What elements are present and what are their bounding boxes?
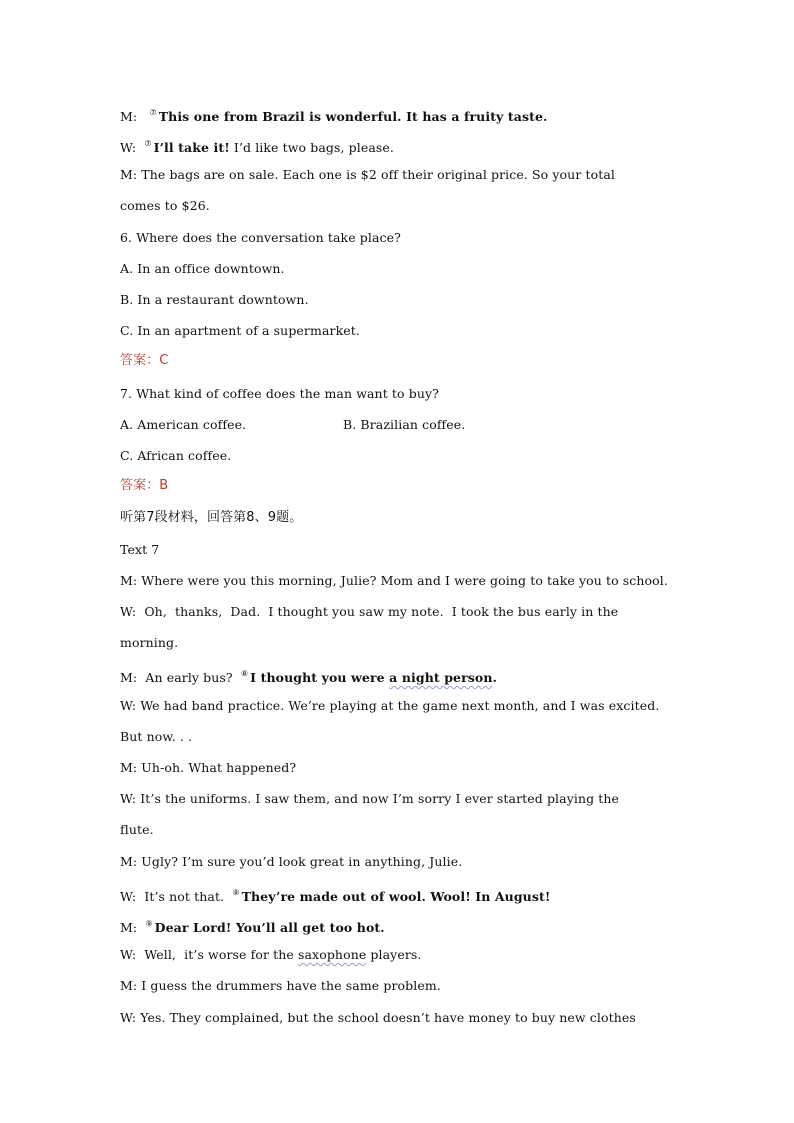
dialogue-line [120, 573, 668, 589]
dialogue-text: W: Oh, thanks, Dad. I thought you saw my note. I took the bus early in the [120, 604, 619, 619]
section-instruction [120, 510, 302, 526]
heading-text: Text 7 [120, 542, 160, 557]
option-c [120, 323, 360, 339]
question-7 [120, 386, 439, 402]
options-row [120, 417, 674, 433]
dialogue-text: players. [366, 947, 422, 962]
dialogue-line [120, 822, 154, 838]
dialogue-line [120, 698, 659, 714]
dialogue-line [120, 947, 422, 963]
answer-7 [120, 478, 168, 494]
answer-6 [120, 353, 168, 369]
option-a [120, 261, 285, 277]
dialogue-line [120, 635, 178, 651]
dialogue-line [120, 105, 547, 125]
dialogue-text: W: It’s not that. [120, 889, 233, 904]
key-word: saxophone [297, 947, 367, 962]
key-sentence: Dear Lord! You’ll all get too hot. [154, 920, 385, 935]
option-text: B. In a restaurant downtown. [120, 292, 309, 307]
dialogue-text: W: Yes. They complained, but the school doesn’t have money to buy new clothes [120, 1010, 636, 1025]
option-a: A. American coffee. [120, 417, 247, 432]
option-b: B. Brazilian coffee. [343, 417, 466, 432]
dialogue-line [120, 1010, 636, 1026]
footnote-marker: ⑨ [145, 919, 153, 928]
key-sentence: They’re made out of wool. Wool! In August! [241, 889, 551, 904]
question-text: 6. Where does the conversation take place? [120, 230, 401, 245]
option-c [120, 448, 231, 464]
speaker-label: M: [120, 109, 138, 124]
instruction-text: 听第7段材料，回答第8、9题。 [120, 510, 303, 525]
dialogue-line [120, 854, 462, 870]
dialogue-text: W: We had band practice. We’re playing at the game next month, and I was excited. [120, 698, 660, 713]
dialogue-text: M: I guess the drummers have the same problem. [120, 978, 441, 993]
dialogue-line [120, 666, 497, 686]
footnote-marker: ⑦ [144, 139, 152, 148]
dialogue-text: W: It’s the uniforms. I saw them, and now I’m sorry I ever started playing the [120, 791, 620, 806]
footnote-marker: ⑧ [240, 669, 249, 678]
option-b [120, 292, 309, 308]
footnote-marker: ⑨ [232, 888, 240, 897]
option-text: A. In an office downtown. [120, 261, 285, 276]
dialogue-text: flute. [120, 822, 154, 837]
answer-text: 答案：C [120, 353, 169, 368]
question-6 [120, 230, 401, 246]
footnote-marker: ⑦ [149, 108, 157, 117]
text-heading [120, 542, 159, 558]
dialogue-line [120, 136, 394, 156]
dialogue-text: I’d like two bags, please. [229, 140, 395, 155]
dialogue-text: But now. . . [120, 729, 193, 744]
key-sentence: I’ll take it! [153, 140, 230, 155]
question-text: 7. What kind of coffee does the man want to buy? [120, 386, 439, 401]
key-phrase: a night person [389, 670, 493, 685]
key-sentence: This one from Brazil is wonderful. It has a fruity taste. [158, 109, 548, 124]
dialogue-text: M: An early bus? [120, 670, 241, 685]
dialogue-text: M: Ugly? I’m sure you’d look great in anything, Julie. [120, 854, 463, 869]
speaker-label: M: [120, 920, 146, 935]
dialogue-line [120, 916, 385, 936]
dialogue-line [120, 978, 441, 994]
dialogue-line [120, 604, 674, 620]
option-text: C. African coffee. [120, 448, 232, 463]
key-sentence-end: . [492, 670, 498, 685]
dialogue-text: M: The bags are on sale. Each one is $2 off their original price. So your total [120, 167, 615, 182]
dialogue-line [120, 760, 296, 776]
dialogue-text: morning. [120, 635, 179, 650]
dialogue-line [120, 885, 550, 905]
answer-text: 答案：B [120, 478, 169, 493]
dialogue-text: comes to $26. [120, 198, 210, 213]
option-text: C. In an apartment of a supermarket. [120, 323, 360, 338]
speaker-label: W: [120, 140, 137, 155]
key-sentence: I thought you were [250, 670, 390, 685]
dialogue-text: W: Well, it’s worse for the [120, 947, 298, 962]
dialogue-text: M: Where were you this morning, Julie? Mom and I were going to take you to school. [120, 573, 668, 588]
dialogue-line [120, 729, 192, 745]
dialogue-line [120, 167, 615, 183]
dialogue-text: M: Uh-oh. What happened? [120, 760, 297, 775]
dialogue-line [120, 198, 210, 214]
dialogue-line [120, 791, 619, 807]
